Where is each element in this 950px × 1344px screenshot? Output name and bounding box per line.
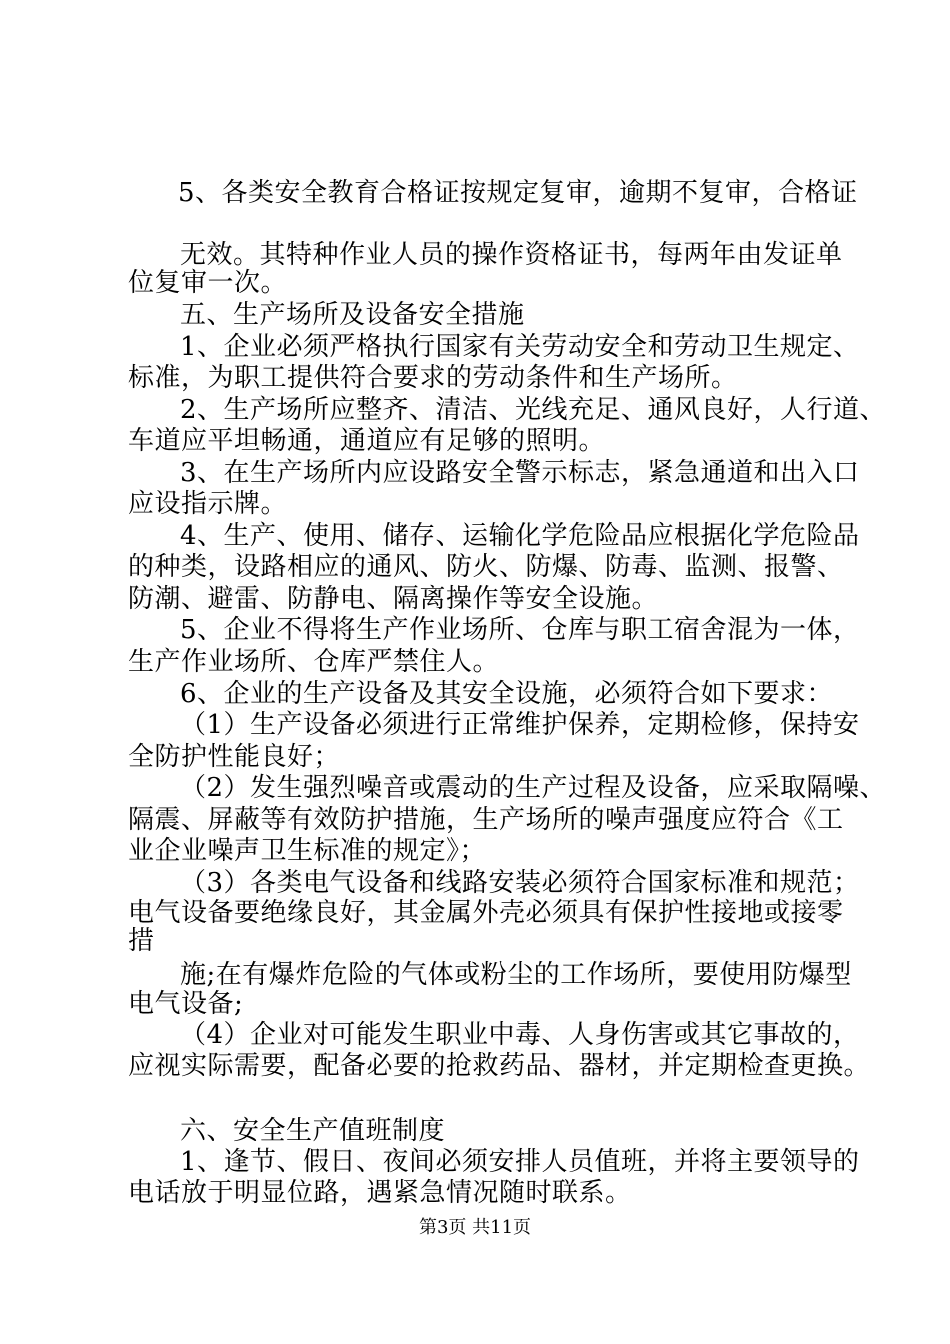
text-line-9: 3、在生产场所内应设路安全警示标志，紧急通道和出入口 (180, 458, 860, 488)
text-line-10: 应设指示牌。 (128, 489, 288, 519)
text-line-18: 全防护性能良好； (128, 742, 341, 772)
text-line-14: 5、企业不得将生产作业场所、仓库与职工宿舍混为一体， (180, 615, 860, 645)
text-line-27: （4）企业对可能发生职业中毒、人身伤害或其它事故的， (180, 1020, 860, 1050)
text-line-28: 应视实际需要，配备必要的抢救药品、器材，并定期检查更换。 (128, 1051, 871, 1081)
text-line-24: 措 (128, 926, 155, 956)
text-line-26: 电气设备; (128, 989, 244, 1019)
text-line-11: 4、生产、使用、储存、运输化学危险品应根据化学危险品 (180, 521, 860, 551)
page-footer: 第3页 共11页 (418, 1217, 532, 1238)
text-line-31: 电话放于明显位路，遇紧急情况随时联系。 (128, 1178, 632, 1208)
text-line-21: 业企业噪声卫生标准的规定》； (128, 836, 487, 866)
text-line-19: （2）发生强烈噪音或震动的生产过程及设备，应采取隔噪、 (180, 773, 887, 803)
text-line-5: 1、企业必须严格执行国家有关劳动安全和劳动卫生规定、 (180, 332, 860, 362)
text-line-2: 无效。其特种作业人员的操作资格证书，每两年由发证单 (180, 240, 843, 270)
text-line-3: 位复审一次。 (128, 268, 288, 298)
text-line-23: 电气设备要绝缘良好，其金属外壳必须具有保护性接地或接零 (128, 898, 844, 928)
text-line-1: 5、各类安全教育合格证按规定复审，逾期不复审，合格证 (178, 178, 858, 208)
text-line-15: 生产作业场所、仓库严禁住人。 (128, 647, 500, 677)
text-line-16: 6、企业的生产设备及其安全设施，必须符合如下要求： (180, 679, 834, 709)
section-heading-6: 六、安全生产值班制度 (180, 1116, 446, 1146)
text-line-7: 2、生产场所应整齐、清洁、光线充足、通风良好，人行道、 (180, 395, 887, 425)
text-line-22: （3）各类电气设备和线路安装必须符合国家标准和规范； (180, 868, 860, 898)
section-heading-5: 五、生产场所及设备安全措施 (180, 300, 525, 330)
text-line-13: 防潮、避雷、防静电、隔离操作等安全设施。 (128, 584, 659, 614)
text-line-6: 标准，为职工提供符合要求的劳动条件和生产场所。 (128, 363, 738, 393)
text-line-30: 1、逢节、假日、夜间必须安排人员值班，并将主要领导的 (180, 1147, 860, 1177)
text-line-12: 的种类，设路相应的通风、防火、防爆、防毒、监测、报警、 (128, 552, 844, 582)
text-line-17: （1）生产设备必须进行正常维护保养，定期检修，保持安 (180, 710, 860, 740)
text-line-25: 施;在有爆炸危险的气体或粉尘的工作场所，要使用防爆型 (180, 960, 852, 990)
text-line-20: 隔震、屏蔽等有效防护措施，生产场所的噪声强度应符合《工 (128, 805, 844, 835)
text-line-8: 车道应平坦畅通，通道应有足够的照明。 (128, 426, 606, 456)
